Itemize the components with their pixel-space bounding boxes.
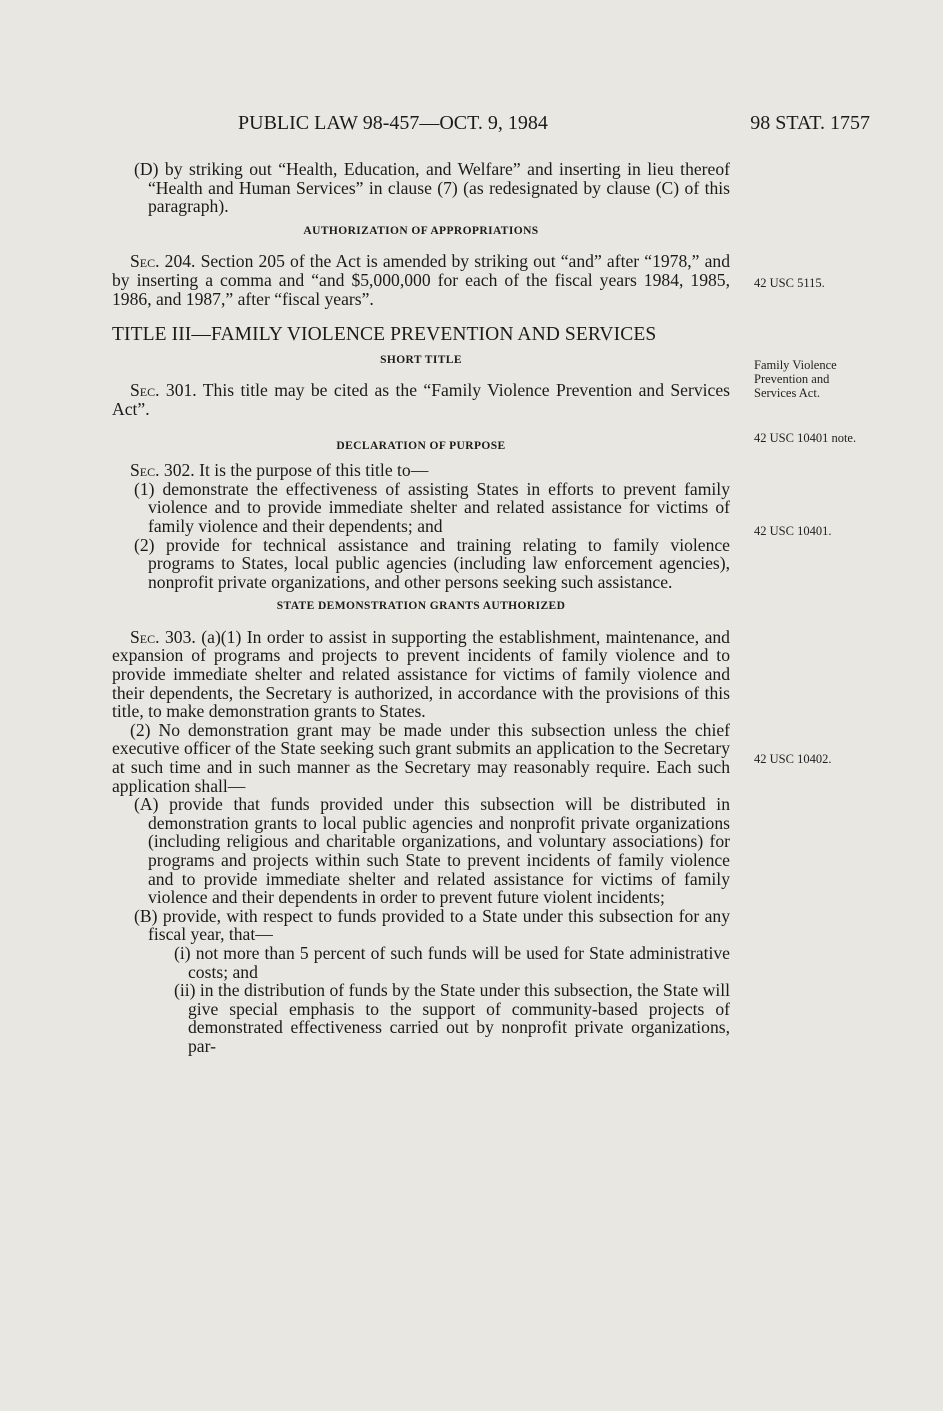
section-303-label: Sec. 303.	[130, 626, 196, 647]
page-header	[110, 112, 870, 140]
section-204-label: Sec. 204.	[130, 251, 196, 272]
section-302-text: It is the purpose of this title to—	[194, 460, 429, 481]
page-header-stat-number: 98 STAT. 1757	[750, 112, 870, 134]
margin-note-usc-5115: 42 USC 5115.	[754, 276, 825, 290]
section-204-text: Section 205 of the Act is amended by striking out “and” after “1978,” and by inserting a comma and “and $5,000,000 for each of the fiscal years 1984, 1985, 1986, and 1987,” after “fiscal years”.	[112, 251, 730, 309]
margin-note-usc-10401-note: 42 USC 10401 note.	[754, 431, 857, 445]
section-302-item-2: (2) provide for technical assistance and training relating to family violence programs to States, local public agencies (including law enforcement agencies), nonprofit private organizations, and other persons seeking such assistance.	[134, 534, 730, 592]
section-303-clause-b: (B) provide, with respect to funds provided to a State under this subsection for any fiscal year, that—	[134, 905, 730, 945]
section-302	[112, 461, 730, 480]
section-303-clause-i: (i) not more than 5 percent of such funds will be used for State administrative costs; and	[174, 942, 730, 982]
heading-authorization: AUTHORIZATION OF APPROPRIATIONS	[303, 224, 539, 237]
margin-note-act-name: Family Violence Prevention and Services Act.	[754, 358, 837, 400]
section-301	[112, 381, 730, 418]
heading-declaration: DECLARATION OF PURPOSE	[336, 439, 506, 452]
section-303-clause-a: (A) provide that funds provided under this subsection will be distributed in demonstration grants to local public agencies and nonprofit private organizations (including religious and charitable organizations, and voluntary associations) for programs and projects within such State to prevent incidents of family violence and to provide immediate shelter and related assistance for victims of family violence and their dependents in order to prevent future violent incidents;	[134, 794, 730, 908]
section-204	[112, 252, 730, 308]
margin-note-usc-10402: 42 USC 10402.	[754, 752, 832, 766]
page-header-title: PUBLIC LAW 98-457—OCT. 9, 1984	[238, 112, 548, 134]
section-301-label: Sec. 301.	[130, 380, 197, 401]
section-303-a1-text: (a)(1) In order to assist in supporting the establishment, maintenance, and expansion of programs and projects to prevent incidents of family violence and to provide immediate shelter and related assistance for victims of family violence and their dependents, the Secretary is authorized, in accordance with the provisions of this title, to make demonstration grants to States.	[112, 626, 730, 722]
section-303-a2: (2) No demonstration grant may be made under this subsection unless the chief executive officer of the State seeking such grant submits an application to the Secretary at such time and in such manner as the Secretary may reasonably require. Each such application shall—	[112, 719, 730, 796]
margin-note-usc-10401: 42 USC 10401.	[754, 524, 832, 538]
section-302-item-1: (1) demonstrate the effectiveness of assisting States in efforts to prevent family violence and to provide immediate shelter and related assistance for victims of family violence and their dependents; and	[134, 478, 730, 536]
heading-short-title: SHORT TITLE	[380, 353, 462, 366]
section-301-text: This title may be cited as the “Family Violence Prevention and Services Act”.	[112, 380, 730, 419]
section-303-clause-ii: (ii) in the distribution of funds by the State under this subsection, the State will give special emphasis to the support of community-based projects of demonstrated effectiveness carried out by nonprofit private organizations, par-	[174, 980, 730, 1056]
section-302-label: Sec. 302.	[130, 460, 195, 481]
heading-state-grants: STATE DEMONSTRATION GRANTS AUTHORIZED	[276, 600, 566, 613]
title-iii-heading: TITLE III—FAMILY VIOLENCE PREVENTION AND SERVICES	[112, 324, 657, 346]
section-303-a1	[112, 628, 730, 721]
clause-d: (D) by striking out “Health, Education, and Welfare” and inserting in lieu thereof “Health and Human Services” in clause (7) (as redesignated by clause (C) of this paragraph).	[134, 159, 730, 217]
body-text	[112, 160, 730, 1056]
